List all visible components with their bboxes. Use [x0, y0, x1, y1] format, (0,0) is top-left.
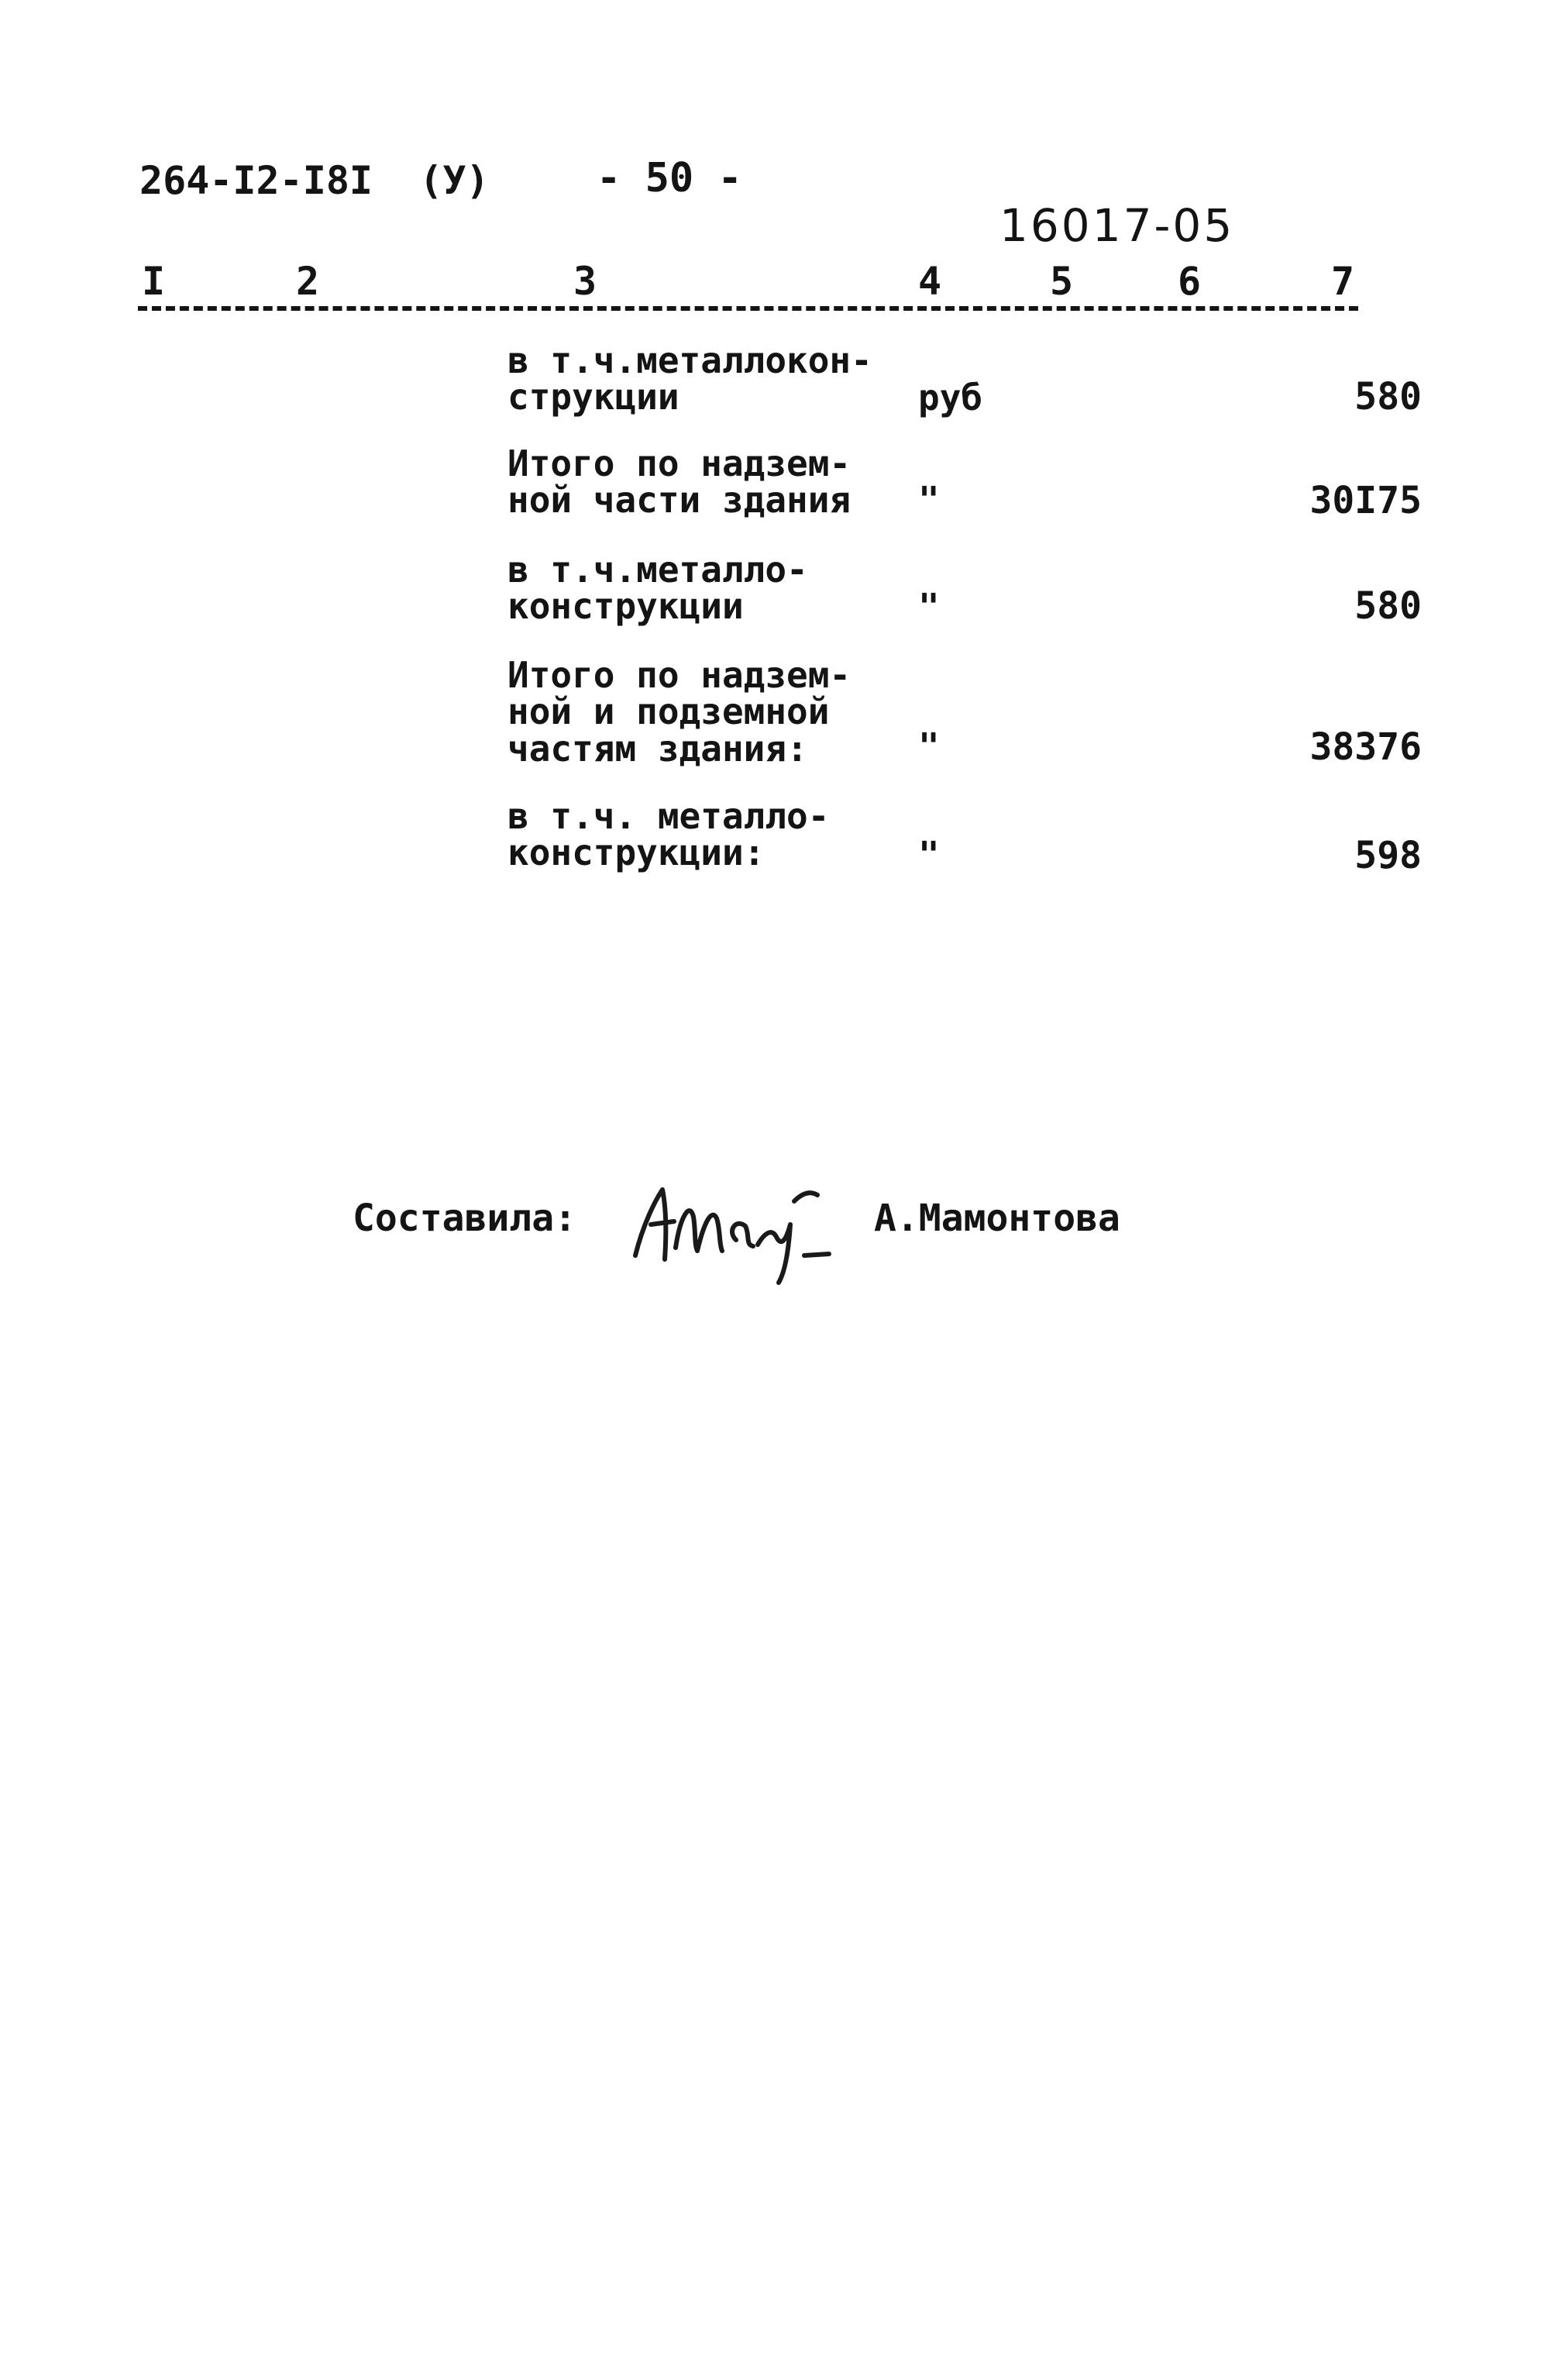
row-5-description: в т.ч. металло- конструкции: [507, 795, 830, 874]
compiled-by-label: Составила: [353, 1197, 576, 1240]
row-1-description: в т.ч.металлокон- струкции [507, 339, 872, 418]
row-5-unit: " [918, 834, 940, 876]
row-4-value: 38376 [1309, 725, 1422, 769]
row-5-value: 598 [1354, 834, 1422, 877]
handwritten-signature [620, 1170, 837, 1286]
row-2-description: Итого по надзем- ной части здания [507, 443, 851, 522]
page-number: - 50 - [597, 155, 742, 201]
row-2-value: 30I75 [1309, 479, 1422, 522]
column-header-7: 7 [1331, 259, 1355, 304]
row-4-unit: " [918, 725, 940, 767]
column-header-1: I [142, 259, 166, 304]
row-4-description: Итого по надзем- ной и подземной частям здания: [507, 654, 851, 770]
row-1-unit: руб [918, 377, 983, 418]
column-header-6: 6 [1178, 259, 1202, 304]
column-header-3: 3 [573, 259, 597, 304]
column-header-5: 5 [1050, 259, 1074, 304]
handwritten-document-number: 16017-05 [999, 199, 1235, 252]
row-3-unit: " [918, 586, 940, 628]
row-2-unit: " [918, 479, 940, 521]
row-3-value: 580 [1354, 584, 1422, 628]
document-code: 264-I2-I8I (У) [139, 158, 490, 203]
column-header-4: 4 [918, 259, 942, 304]
row-3-description: в т.ч.металло- конструкции [507, 549, 808, 628]
column-header-divider [138, 306, 1358, 311]
compiler-name: А.Мамонтова [874, 1197, 1120, 1240]
column-header-2: 2 [296, 259, 320, 304]
row-1-value: 580 [1354, 375, 1422, 418]
